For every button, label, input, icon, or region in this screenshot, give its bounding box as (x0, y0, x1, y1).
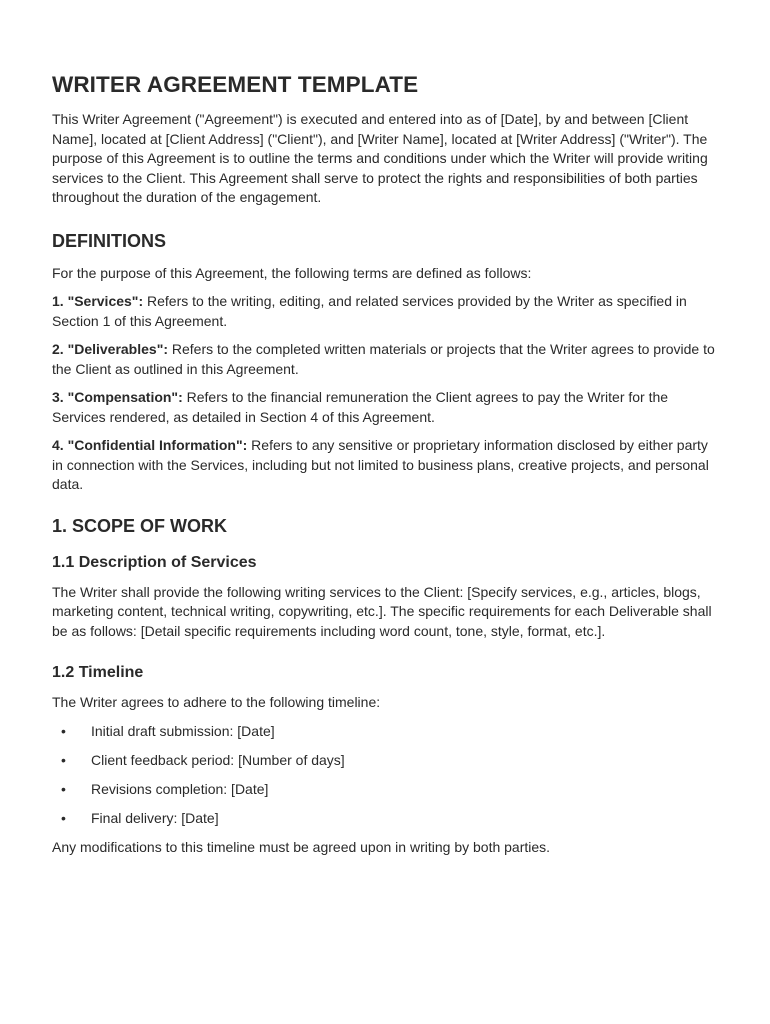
definition-text: Refers to the completed written materials or projects that the Writer agrees to provide to the Client as outlined in this Agreement. (52, 341, 715, 377)
timeline-lead: The Writer agrees to adhere to the following timeline: (52, 694, 381, 710)
scope-heading: 1. SCOPE OF WORK (52, 515, 228, 536)
list-item (52, 751, 718, 771)
definition-term: 3. "Compensation": (52, 389, 183, 405)
definition-item (52, 436, 718, 495)
list-item-text: Client feedback period: [Number of days] (91, 751, 345, 768)
bullet-icon: • (61, 809, 66, 826)
definition-item (52, 292, 718, 331)
scope-of-work-section (52, 515, 718, 858)
list-item (52, 780, 718, 800)
bullet-icon: • (61, 780, 66, 797)
bullet-icon: • (61, 751, 66, 768)
timeline-closing: Any modifications to this timeline must be agreed upon in writing by both parties. (52, 838, 551, 855)
definition-term: 4. "Confidential Information": (52, 437, 248, 453)
list-item (52, 809, 718, 829)
definitions-lead: For the purpose of this Agreement, the following terms are defined as follows: (52, 264, 532, 281)
definition-term: 1. "Services": (52, 293, 144, 309)
list-item (52, 722, 718, 742)
definition-text: Refers to the financial remuneration the Client agrees to pay the Writer for the Services rendered, as detailed in Section 4 of this Agreement. (52, 389, 669, 425)
definition-item (52, 388, 718, 427)
description-heading: 1.1 Description of Services (52, 553, 257, 571)
list-item-text: Final delivery: [Date] (91, 809, 219, 826)
intro-paragraph: This Writer Agreement ("Agreement") is executed and entered into as of [Date], by and between [Client Name], located at [Client Address] ("Client"), and [Writer Name], located at [Writer Address] ("Writer"). The purpose of this Agreement is to outline the terms and conditions under which the Writer will provide writing services to the Client. This Agreement shall serve to protect the rights and responsibilities of both parties throughout the duration of the engagement. (52, 111, 708, 205)
definitions-section (52, 230, 718, 495)
definitions-heading: DEFINITIONS (52, 230, 167, 251)
definition-term: 2. "Deliverables": (52, 341, 168, 357)
list-item-text: Initial draft submission: [Date] (91, 722, 275, 739)
timeline-heading: 1.2 Timeline (52, 664, 144, 681)
document-title: WRITER AGREEMENT TEMPLATE (52, 72, 419, 97)
definition-text: Refers to the writing, editing, and related services provided by the Writer as specified in Section 1 of this Agreement. (52, 293, 687, 329)
bullet-icon: • (61, 722, 66, 739)
list-item-text: Revisions completion: [Date] (91, 780, 269, 797)
timeline-list (52, 722, 718, 829)
definition-item (52, 340, 718, 379)
definition-text: Refers to any sensitive or proprietary information disclosed by either party in connection with the Services, including but not limited to business plans, creative projects, and personal data. (52, 437, 709, 492)
description-paragraph: The Writer shall provide the following writing services to the Client: [Specify services, e.g., articles, blogs, marketing content, technical writing, copywriting, etc.]. The specific requirements for each Deliverable shall be as follows: [Detail specific requirements including word count, tone, style, format, etc.]. (52, 583, 712, 639)
